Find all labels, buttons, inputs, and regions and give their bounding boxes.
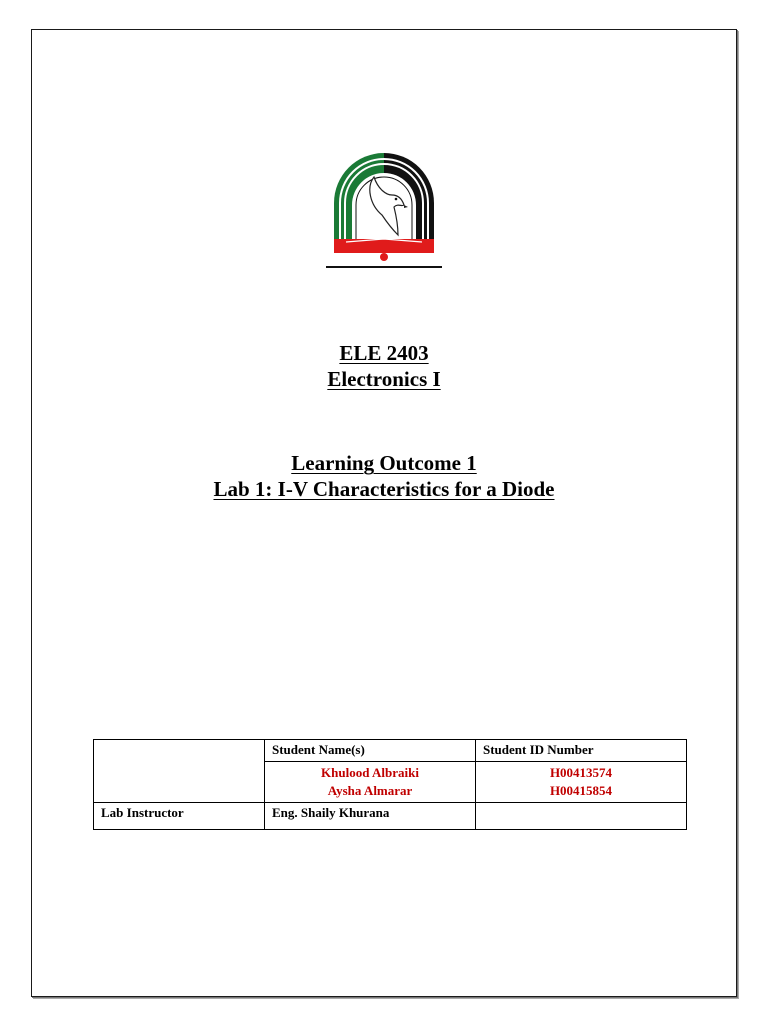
names-header: Student Name(s) [265, 740, 476, 762]
student-id: H00413574 [549, 765, 613, 780]
student-name: Khulood Albraiki [321, 765, 419, 780]
student-ids-cell [476, 762, 687, 803]
student-info-table [93, 739, 687, 830]
instructor-label: Lab Instructor [94, 803, 265, 830]
falcon-crest-icon [326, 145, 442, 271]
student-name: Aysha Almarar [327, 783, 413, 798]
lab-heading [0, 450, 768, 502]
course-name: Electronics I [327, 367, 441, 391]
table-row [94, 803, 687, 830]
empty-cell [94, 740, 265, 803]
learning-outcome: Learning Outcome 1 [291, 451, 477, 475]
course-code: ELE 2403 [339, 341, 429, 365]
course-heading [0, 340, 768, 392]
empty-cell [476, 803, 687, 830]
ids-header: Student ID Number [476, 740, 687, 762]
instructor-name: Eng. Shaily Khurana [265, 803, 476, 830]
student-id: H00415854 [549, 783, 613, 798]
lab-title: Lab 1: I-V Characteristics for a Diode [213, 477, 555, 501]
student-names-cell [265, 762, 476, 803]
university-logo [326, 145, 442, 271]
table-header-row [94, 740, 687, 762]
